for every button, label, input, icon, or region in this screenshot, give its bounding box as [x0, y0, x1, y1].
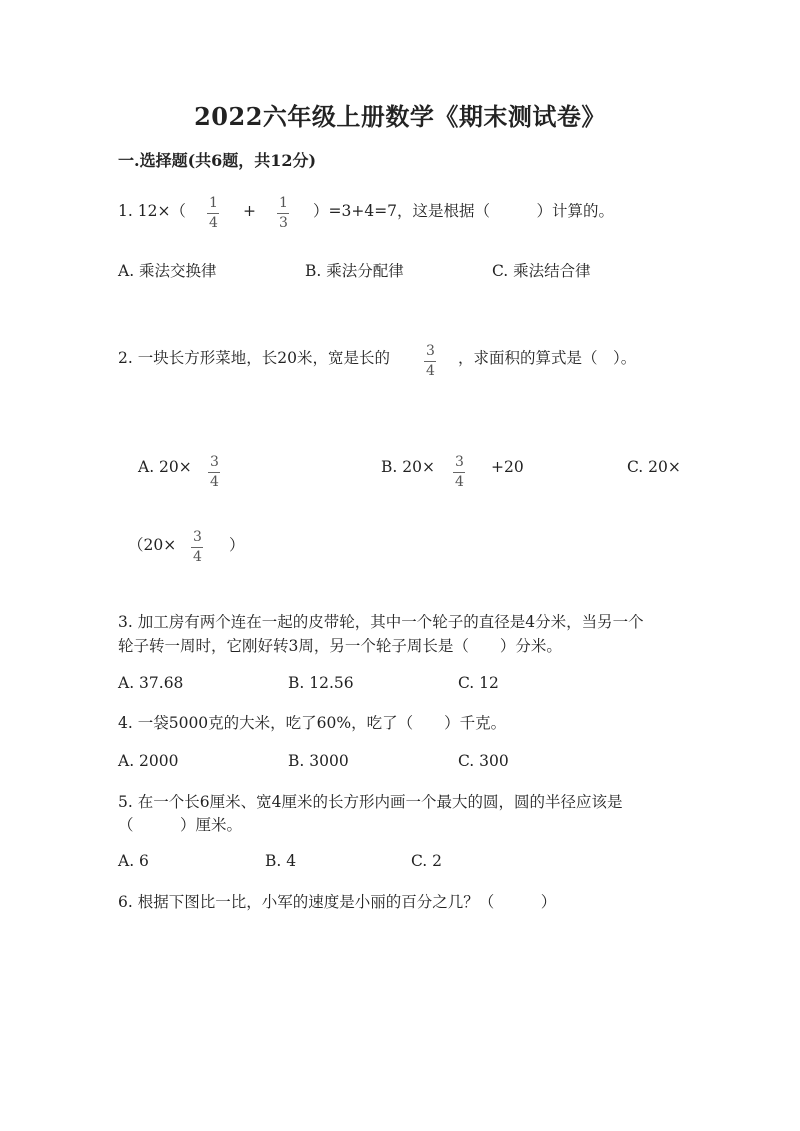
q1-fraction-2 — [277, 196, 290, 231]
q3-option-a: A. 37.68 — [118, 674, 184, 692]
q2-option-b-fraction — [453, 455, 466, 490]
fraction-bar — [208, 472, 220, 473]
frac-numerator: 3 — [193, 529, 202, 545]
q2-prefix: 2. 一块长方形菜地，长20米，宽是长的 — [118, 349, 390, 367]
q1-frac1-numerator: 1 — [209, 195, 218, 211]
q1-frac2-denominator: 3 — [279, 215, 288, 231]
q2-option-d-prefix: （20× — [128, 536, 177, 554]
fraction-bar — [277, 213, 289, 214]
q6-text: 6. 根据下图比一比，小军的速度是小丽的百分之几？（ ） — [118, 893, 557, 911]
q5-option-a: A. 6 — [118, 852, 149, 870]
q1-prefix: 1. 12×（ — [118, 202, 186, 220]
frac-denominator: 4 — [455, 474, 464, 490]
q2-option-d-suffix: ） — [229, 536, 245, 554]
fraction-bar — [453, 472, 465, 473]
frac-denominator: 4 — [210, 474, 219, 490]
q2-option-b-suffix: +20 — [491, 458, 524, 476]
q3-option-b: B. 12.56 — [288, 674, 354, 692]
q4-text: 4. 一袋5000克的大米，吃了60%，吃了（ ）千克。 — [118, 714, 507, 732]
q2-frac-denominator: 4 — [426, 363, 435, 379]
q5-option-c: C. 2 — [411, 852, 443, 870]
q4-option-a: A. 2000 — [118, 752, 179, 770]
q5-line-1: 5. 在一个长6厘米、宽4厘米的长方形内画一个最大的圆，圆的半径应该是 — [118, 793, 623, 811]
frac-numerator: 3 — [210, 454, 219, 470]
fraction-bar — [191, 547, 203, 548]
section-heading: 一.选择题(共6题，共12分) — [118, 151, 317, 170]
q2-option-d-fraction — [191, 530, 204, 565]
page-title: 2022六年级上册数学《期末测试卷》 — [194, 102, 606, 131]
q3-line-1: 3. 加工房有两个连在一起的皮带轮，其中一个轮子的直径是4分米，当另一个 — [118, 613, 644, 631]
frac-numerator: 3 — [455, 454, 464, 470]
q2-fraction — [424, 344, 437, 379]
q2-option-c: C. 20× — [627, 458, 681, 476]
q4-option-c: C. 300 — [458, 752, 509, 770]
q4-option-b: B. 3000 — [288, 752, 349, 770]
q1-option-a: A. 乘法交换律 — [118, 262, 217, 280]
q1-option-c: C. 乘法结合律 — [492, 262, 591, 280]
q3-option-c: C. 12 — [458, 674, 499, 692]
q5-option-b: B. 4 — [265, 852, 297, 870]
q1-frac1-denominator: 4 — [209, 215, 218, 231]
q1-option-b: B. 乘法分配律 — [305, 262, 404, 280]
frac-denominator: 4 — [193, 549, 202, 565]
q2-option-a-fraction — [208, 455, 221, 490]
q2-option-a: A. 20× — [138, 458, 192, 476]
q2-option-b: B. 20× — [381, 458, 435, 476]
q1-frac2-numerator: 1 — [279, 195, 288, 211]
fraction-bar — [424, 361, 436, 362]
q1-fraction-1 — [207, 196, 220, 231]
fraction-bar — [207, 213, 219, 214]
q2-frac-numerator: 3 — [426, 343, 435, 359]
q3-line-2: 轮子转一周时，它刚好转3周，另一个轮子周长是（ ）分米。 — [118, 637, 562, 655]
q1-suffix: ）=3+4=7，这是根据（ ）计算的。 — [313, 202, 615, 220]
q2-suffix: ，求面积的算式是（ ）。 — [458, 349, 637, 367]
q1-plus: + — [243, 202, 256, 220]
q5-line-2: （ ）厘米。 — [118, 816, 243, 834]
